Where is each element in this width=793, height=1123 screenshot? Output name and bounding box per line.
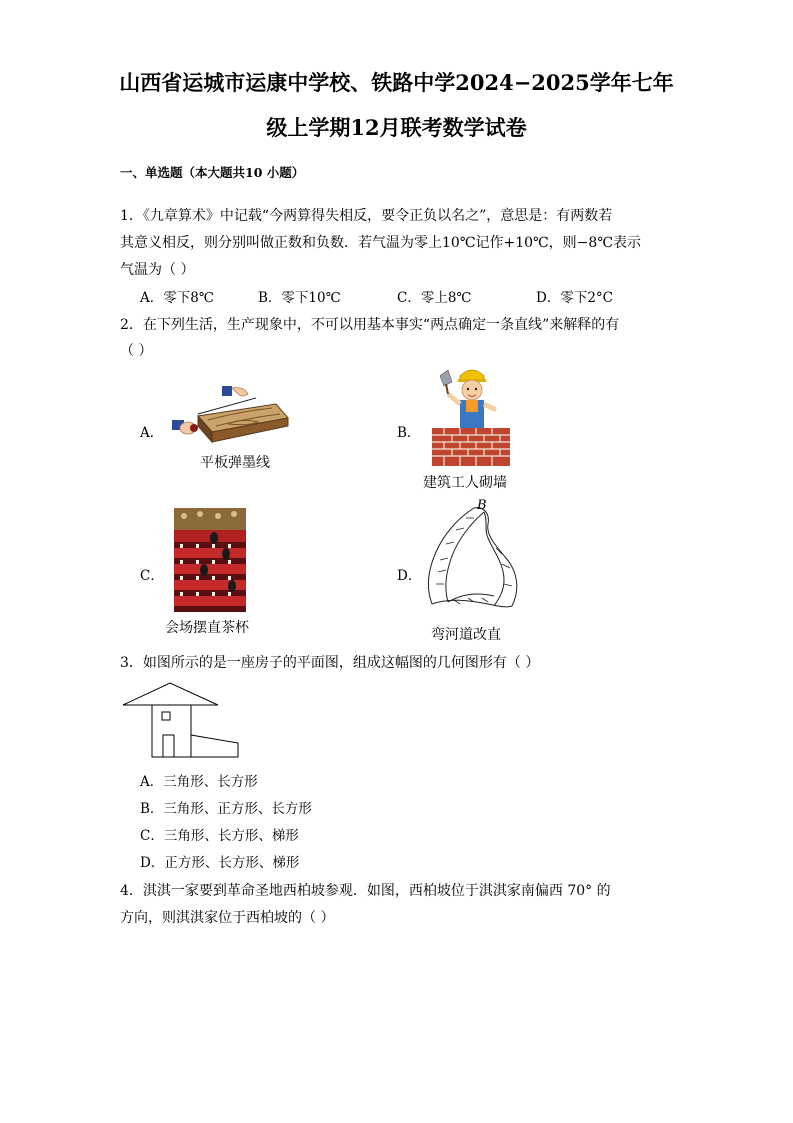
river-straightening-diagram: [418, 500, 524, 620]
q2-option-b-label[interactable]: B．: [397, 425, 421, 441]
q2-option-c-caption: 会场摆直茶杯: [165, 620, 249, 636]
q1-option-a[interactable]: A．零下8℃: [140, 290, 214, 306]
q2-option-d-point-label: B: [477, 498, 487, 513]
q1-option-b[interactable]: B．零下10℃: [258, 290, 341, 306]
q3-option-d[interactable]: D．正方形、长方形、梯形: [140, 855, 300, 871]
q1-line2: 其意义相反，则分别叫做正数和负数．若气温为零上10℃记作+10℃，则−8℃表示: [120, 235, 641, 251]
q2-option-a-label[interactable]: A．: [140, 425, 164, 441]
q3-option-c[interactable]: C．三角形、长方形、梯形: [140, 828, 299, 844]
q2-option-d-label[interactable]: D．: [397, 568, 422, 584]
q1-option-d[interactable]: D．零下2°C: [536, 290, 613, 306]
q4-line2: 方向，则淇淇家位于西柏坡的（ ）: [120, 910, 335, 926]
meeting-hall-photo: [174, 508, 246, 612]
q1-option-c[interactable]: C．零上8℃: [397, 290, 472, 306]
q3-line1: 3．如图所示的是一座房子的平面图，组成这幅图的几何图形有（ ）: [120, 655, 540, 671]
q2-option-a-caption: 平板弹墨线: [200, 455, 270, 471]
q3-option-b[interactable]: B．三角形、正方形、长方形: [140, 801, 312, 817]
chalk-line-board-illustration: [168, 384, 293, 448]
q2-option-c-label[interactable]: C．: [140, 568, 164, 584]
q2-option-b-caption: 建筑工人砌墙: [423, 475, 507, 491]
q4-line1: 4．淇淇一家要到革命圣地西柏坡参观．如图，西柏坡位于淇淇家南偏西 70° 的: [120, 883, 611, 899]
exam-title-line2: 级上学期12月联考数学试卷: [266, 115, 527, 140]
house-floor-plan-figure: [121, 681, 241, 759]
q2-option-d-caption: 弯河道改直: [431, 627, 501, 643]
bricklayer-illustration: [430, 368, 512, 468]
section-heading: 一、单选题（本大题共10 小题）: [120, 165, 305, 180]
q1-line1: 1．《九章算术》中记载“今两算得失相反，要令正负以名之”，意思是：有两数若: [120, 208, 613, 224]
q3-option-a[interactable]: A．三角形、长方形: [140, 774, 258, 790]
exam-title-line1: 山西省运城市运康中学校、铁路中学2024−2025学年七年: [119, 70, 674, 95]
q2-line1: 2．在下列生活，生产现象中，不可以用基本事实“两点确定一条直线”来解释的有: [120, 317, 620, 333]
q1-line3: 气温为（ ）: [120, 262, 195, 278]
q2-line2: （ ）: [120, 343, 153, 359]
